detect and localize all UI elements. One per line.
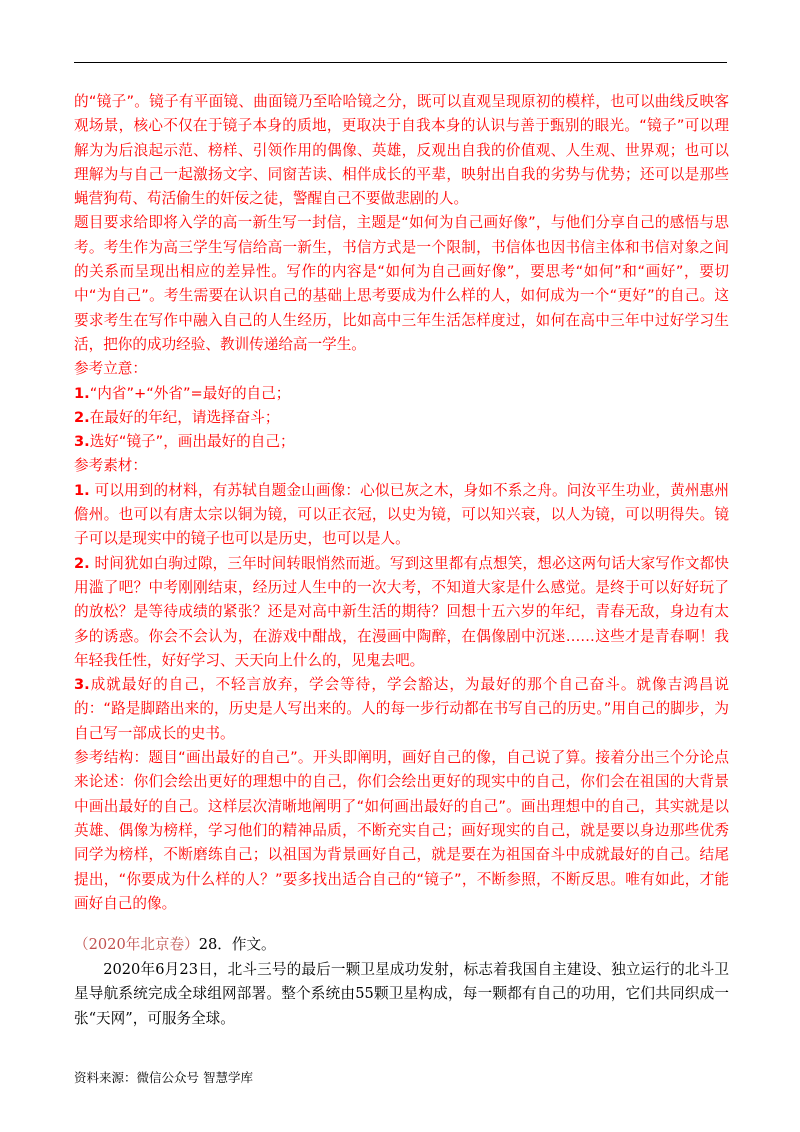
item-text: 可以用到的材料，有苏轼自题金山画像：心似已灰之木，身如不系之舟。问汝平生功业，黄州惠州儋州。也可以有唐太宗以铜为镜，可以正衣冠，以史为镜，可以知兴衰，以人为镜，可以明得失。镜子可以是现实中的镜子也可以是历史，也可以是人。 bbox=[74, 481, 729, 548]
footer-source: 资料来源：微信公众号 智慧学库 bbox=[74, 1070, 253, 1085]
theme-item bbox=[74, 406, 729, 430]
item-number: 1. bbox=[74, 384, 90, 402]
reference-structure-paragraph: 参考结构：题目“画出最好的自己”。开头即阐明，画好自己的像，自己说了算。接着分出三个分论点来论述：你们会绘出更好的理想中的自己，你们会绘出更好的现实中的自己，你们会在祖国的大背景中画出最好的自己。这样层次清晰地阐明了“如何画出最好的自己”。画出理想中的自己，其实就是以英雄、偶像为榜样，学习他们的精神品质，不断充实自己；画好现实的自己，就是要以身边那些优秀同学为榜样，不断磨练自己；以祖国为背景画好自己，就是要在为祖国奋斗中成就最好的自己。结尾提出，“你要成为什么样的人？”要多找出适合自己的“镜子”，不断参照，不断反思。唯有如此，才能画好自己的像。 bbox=[74, 749, 729, 912]
header-rule bbox=[74, 62, 727, 63]
answer-analysis bbox=[74, 90, 729, 916]
question-label: 28．作文。 bbox=[198, 936, 276, 953]
theme-item bbox=[74, 382, 729, 406]
task-analysis-paragraph: 题目要求给即将入学的高一新生写一封信，主题是“如何为自己画好像”，与他们分享自己的感悟与思考。考生作为高三学生写信给高一新生，书信方式是一个限制，书信体也因书信主体和书信对象之间的关系而呈现出相应的差异性。写作的内容是“如何为自己画好像”，要思考“如何”和“画好”，要切中“为自己”。考生需要在认识自己的基础上思考要成为什么样的人，如何成为一个“更好”的自己。这要求考生在写作中融入自己的人生经历，比如高中三年生活怎样度过，如何在高中三年中过好学习生活，把你的成功经验、教训传递给高一学生。 bbox=[74, 214, 729, 353]
item-number: 3. bbox=[74, 433, 90, 451]
analysis-paragraph: 的“镜子”。镜子有平面镜、曲面镜乃至哈哈镜之分，既可以直观呈现原初的模样，也可以曲线反映客观场景，核心不仅在于镜子本身的质地，更取决于自我本身的认识与善于甄别的眼光。“镜子”可以理解为为后浪起示范、榜样、引领作用的偶像、英雄，反观出自我的价值观、人生观、世界观；也可以理解为与自己一起激扬文字、同窗苦读、相伴成长的平辈，映射出自我的劣势与优势；还可以是那些蝇营狗苟、苟活偷生的奸佞之徒，警醒自己不要做悲剧的人。 bbox=[74, 93, 729, 208]
theme-item bbox=[74, 430, 729, 454]
item-number: 3. bbox=[74, 676, 90, 694]
item-text: 时间犹如白驹过隙，三年时间转眼悄然而逝。写到这里都有点想笑，想必这两句话大家写作文都快用滥了吧？中考刚刚结束，经历过人生中的一次大考，不知道大家是什么感觉。是终于可以好好玩了的放松？是等待成绩的紧张？还是对高中新生活的期待？回想十五六岁的年纪，青春无敌，身边有太多的诱惑。你会不会认为，在游戏中酣战，在漫画中陶醉，在偶像剧中沉迷……这些才是青春啊！我年轻我任性，好好学习、天天向上什么的，见鬼去吧。 bbox=[74, 554, 729, 669]
material-item bbox=[74, 479, 729, 552]
item-number: 1. bbox=[74, 481, 90, 499]
material-item bbox=[74, 673, 729, 746]
question-heading bbox=[74, 933, 729, 958]
reference-theme-heading: 参考立意： bbox=[74, 360, 147, 378]
item-number: 2. bbox=[74, 554, 90, 572]
question-body: 2020年6月23日，北斗三号的最后一颗卫星成功发射，标志着我国自主建设、独立运行的北斗卫星导航系统完成全球组网部署。整个系统由55颗卫星构成，每一颗都有自己的功用，它们共同织成一张“天网”，可服务全球。 bbox=[74, 960, 729, 1027]
reference-material-heading: 参考素材： bbox=[74, 457, 147, 475]
item-text: “内省”+“外省”=最好的自己； bbox=[89, 384, 291, 402]
item-number: 2. bbox=[74, 408, 90, 426]
item-text: 在最好的年纪，请选择奋斗； bbox=[89, 408, 280, 426]
item-text: 成就最好的自己，不轻言放弃，学会等待，学会豁达，为最好的那个自己奋斗。就像吉鸿昌说的：“路是脚踏出来的，历史是人写出来的。人的每一步行动都在书写自己的历史。”用自己的脚步，为自己写一部成长的史书。 bbox=[74, 676, 729, 742]
item-text: 选好“镜子”，画出最好的自己； bbox=[89, 433, 295, 451]
question-block bbox=[74, 933, 729, 1031]
material-item bbox=[74, 552, 729, 673]
question-source: （2020年北京卷） bbox=[74, 936, 199, 953]
